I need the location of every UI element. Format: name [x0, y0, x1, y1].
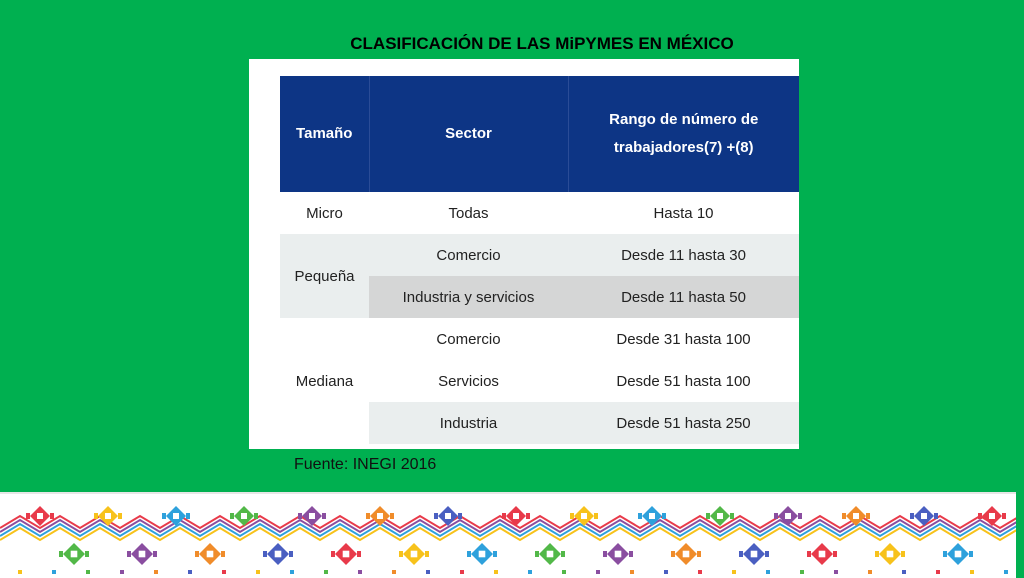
range-cell: Desde 51 hasta 100	[568, 360, 799, 402]
size-cell: Pequeña	[280, 234, 369, 318]
table-header-row	[280, 76, 799, 192]
header-range: Rango de número de trabajadores(7) +(8)	[568, 76, 799, 192]
sector-cell: Comercio	[369, 234, 568, 276]
embroidery-band	[0, 492, 1016, 578]
table-row	[280, 192, 799, 234]
sector-cell: Comercio	[369, 318, 568, 360]
range-cell: Desde 11 hasta 50	[568, 276, 799, 318]
table-row	[280, 318, 799, 360]
header-sector: Sector	[369, 76, 568, 192]
source-note: Fuente: INEGI 2016	[294, 456, 437, 473]
slide-title: CLASIFICACIÓN DE LAS MiPYMES EN MÉXICO	[350, 34, 734, 53]
size-cell: Micro	[280, 192, 369, 234]
table-row	[280, 234, 799, 276]
range-cell: Desde 31 hasta 100	[568, 318, 799, 360]
header-size: Tamaño	[280, 76, 369, 192]
range-cell: Hasta 10	[568, 192, 799, 234]
table-card	[249, 59, 799, 449]
sector-cell: Industria	[369, 402, 568, 444]
size-cell: Mediana	[280, 318, 369, 444]
classification-table	[280, 76, 799, 444]
sector-cell: Industria y servicios	[369, 276, 568, 318]
range-cell: Desde 11 hasta 30	[568, 234, 799, 276]
embroidery-pattern-image	[0, 494, 1016, 576]
sector-cell: Servicios	[369, 360, 568, 402]
sector-cell: Todas	[369, 192, 568, 234]
range-cell: Desde 51 hasta 250	[568, 402, 799, 444]
